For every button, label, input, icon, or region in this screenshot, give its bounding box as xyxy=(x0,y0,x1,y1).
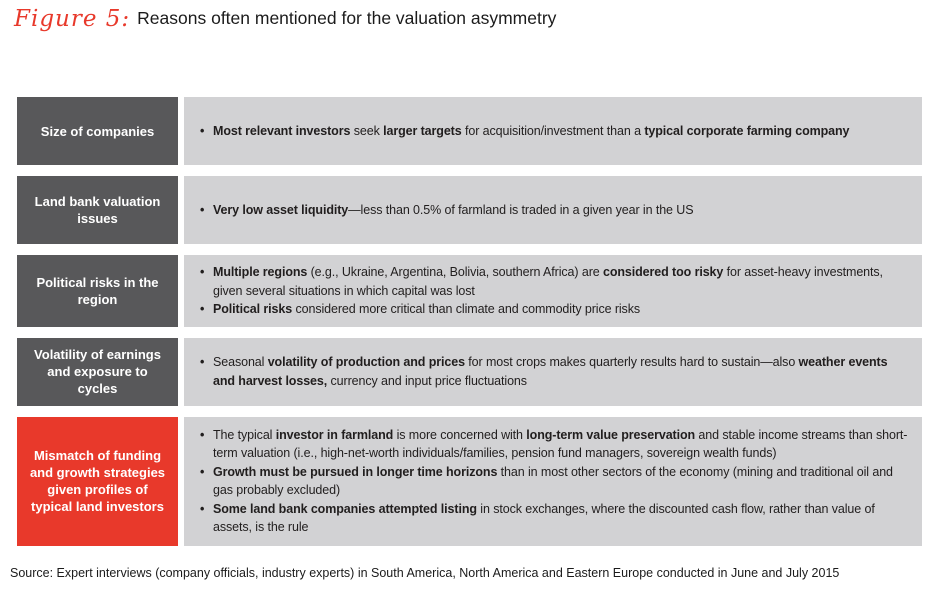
row-label: Volatility of earnings and exposure to cycles xyxy=(17,338,178,406)
row-label: Land bank valuation issues xyxy=(17,176,178,244)
row-content xyxy=(184,176,922,244)
row-label: Size of companies xyxy=(17,97,178,165)
bullet-list xyxy=(200,263,908,319)
bullet-item: • Most relevant investors seek larger targets for acquisition/investment than a typical corporate farming company xyxy=(200,122,849,141)
table-row xyxy=(17,255,922,327)
figure-title xyxy=(14,6,556,32)
source-note: Source: Expert interviews (company officials, industry experts) in South America, North America and Eastern Europe conducted in June and July 2015 xyxy=(10,566,840,580)
table-row xyxy=(17,176,922,244)
bullet-list xyxy=(200,353,908,390)
row-label: Mismatch of funding and growth strategies given profiles of typical land investors xyxy=(17,417,178,546)
row-content xyxy=(184,417,922,546)
bullet-item: • Some land bank companies attempted listing in stock exchanges, where the discounted cash flow, rather than value of assets, is the rule xyxy=(200,500,908,537)
bullet-item: • Multiple regions (e.g., Ukraine, Argentina, Bolivia, southern Africa) are considered too risky for asset-heavy investments, given several situations in which capital was lost xyxy=(200,263,908,300)
figure-number-label: Figure 5: xyxy=(14,6,131,32)
row-label: Political risks in the region xyxy=(17,255,178,327)
bullet-list xyxy=(200,201,693,220)
table-row xyxy=(17,338,922,406)
bullet-list xyxy=(200,426,908,537)
bullet-item: • Political risks considered more critical than climate and commodity price risks xyxy=(200,300,908,319)
bullet-list xyxy=(200,122,849,141)
bullet-item: • Seasonal volatility of production and prices for most crops makes quarterly results hard to sustain—also weather events and harvest losses, currency and input price fluctuations xyxy=(200,353,908,390)
table-row xyxy=(17,417,922,546)
figure-title-text: Reasons often mentioned for the valuation asymmetry xyxy=(137,8,557,28)
row-content xyxy=(184,338,922,406)
row-content xyxy=(184,97,922,165)
bullet-item: • Very low asset liquidity—less than 0.5% of farmland is traded in a given year in the US xyxy=(200,201,693,220)
row-content xyxy=(184,255,922,327)
bullet-item: • Growth must be pursued in longer time horizons than in most other sectors of the economy (mining and traditional oil and gas probably excluded) xyxy=(200,463,908,500)
table-row xyxy=(17,97,922,165)
figure-rows xyxy=(17,97,922,557)
bullet-item: • The typical investor in farmland is more concerned with long-term value preservation and stable income streams than short-term valuation (i.e., high-net-worth individuals/families, pension fund managers, sovereign wealth funds) xyxy=(200,426,908,463)
